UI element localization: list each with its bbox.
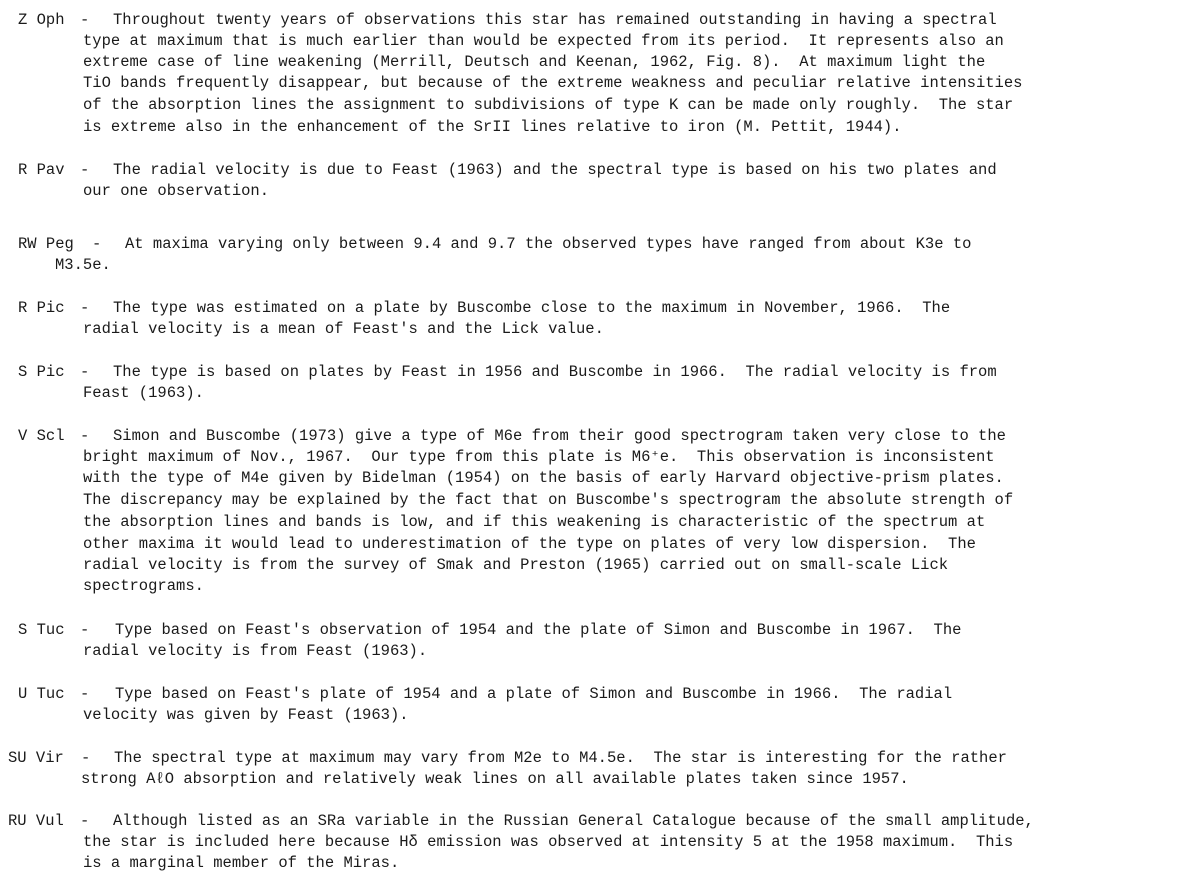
note-line: with the type of M4e given by Bidelman (1954) on the basis of early Harvard objective-prism plates. xyxy=(83,469,1004,487)
note-line: radial velocity is from the survey of Smak and Preston (1965) carried out on small-scale Lick xyxy=(83,556,949,574)
note-line: strong AℓO absorption and relatively weak lines on all available plates taken since 1957. xyxy=(81,770,909,788)
star-name: R Pav xyxy=(18,161,65,179)
note-line: M3.5e. xyxy=(55,256,111,274)
note-dash: - xyxy=(80,812,90,830)
note-dash: - xyxy=(80,685,90,703)
star-name: SU Vir xyxy=(8,749,64,767)
star-name: U Tuc xyxy=(18,685,65,703)
note-line: spectrograms. xyxy=(83,577,204,595)
note-line: radial velocity is a mean of Feast's and the Lick value. xyxy=(83,320,604,338)
note-line: Simon and Buscombe (1973) give a type of M6e from their good spectrogram taken very close to the xyxy=(113,427,1006,445)
star-name: RU Vul xyxy=(8,812,64,830)
note-line: type at maximum that is much earlier than would be expected from its period. It represents also an xyxy=(83,32,1004,50)
note-dash: - xyxy=(92,235,102,253)
note-line: Feast (1963). xyxy=(83,384,204,402)
note-line: is a marginal member of the Miras. xyxy=(83,854,400,872)
note-line: other maxima it would lead to underestimation of the type on plates of very low dispersion. The xyxy=(83,535,976,553)
note-line: The type is based on plates by Feast in 1956 and Buscombe in 1966. The radial velocity is from xyxy=(113,363,997,381)
star-name: V Scl xyxy=(18,427,65,445)
note-line: the absorption lines and bands is low, and if this weakening is characteristic of the spectrum at xyxy=(83,513,986,531)
note-line: Although listed as an SRa variable in the Russian General Catalogue because of the small amplitude, xyxy=(113,812,1034,830)
note-line: Throughout twenty years of observations this star has remained outstanding in having a spectral xyxy=(113,11,997,29)
note-line: our one observation. xyxy=(83,182,270,200)
note-line: of the absorption lines the assignment to subdivisions of type K can be made only roughly. The star xyxy=(83,96,1014,114)
note-line: extreme case of line weakening (Merrill, Deutsch and Keenan, 1962, Fig. 8). At maximum light the xyxy=(83,53,986,71)
note-line: velocity was given by Feast (1963). xyxy=(83,706,409,724)
note-dash: - xyxy=(80,363,90,381)
note-line: the star is included here because Hδ emission was observed at intensity 5 at the 1958 maximum. This xyxy=(83,833,1014,851)
star-name: Z Oph xyxy=(18,11,65,29)
note-line: Type based on Feast's observation of 1954 and the plate of Simon and Buscombe in 1967. The xyxy=(115,621,962,639)
star-name: S Tuc xyxy=(18,621,65,639)
note-line: The radial velocity is due to Feast (1963) and the spectral type is based on his two plates and xyxy=(113,161,997,179)
note-dash: - xyxy=(80,299,90,317)
note-line: The spectral type at maximum may vary from M2e to M4.5e. The star is interesting for the rather xyxy=(114,749,1007,767)
note-dash: - xyxy=(80,11,90,29)
star-name: RW Peg xyxy=(18,235,74,253)
star-name: R Pic xyxy=(18,299,65,317)
note-line: Type based on Feast's plate of 1954 and a plate of Simon and Buscombe in 1966. The radial xyxy=(115,685,953,703)
note-line: radial velocity is from Feast (1963). xyxy=(83,642,428,660)
note-line: The discrepancy may be explained by the fact that on Buscombe's spectrogram the absolute strength of xyxy=(83,491,1014,509)
note-line: bright maximum of Nov., 1967. Our type from this plate is M6⁺e. This observation is inconsistent xyxy=(83,448,995,466)
note-dash: - xyxy=(81,749,91,767)
note-line: The type was estimated on a plate by Buscombe close to the maximum in November, 1966. The xyxy=(113,299,951,317)
note-line: TiO bands frequently disappear, but because of the extreme weakness and peculiar relative intensities xyxy=(83,74,1023,92)
note-line: At maxima varying only between 9.4 and 9.7 the observed types have ranged from about K3e to xyxy=(125,235,972,253)
note-dash: - xyxy=(80,427,90,445)
note-line: is extreme also in the enhancement of the SrII lines relative to iron (M. Pettit, 1944). xyxy=(83,118,902,136)
note-dash: - xyxy=(80,161,90,179)
star-name: S Pic xyxy=(18,363,65,381)
note-dash: - xyxy=(80,621,90,639)
